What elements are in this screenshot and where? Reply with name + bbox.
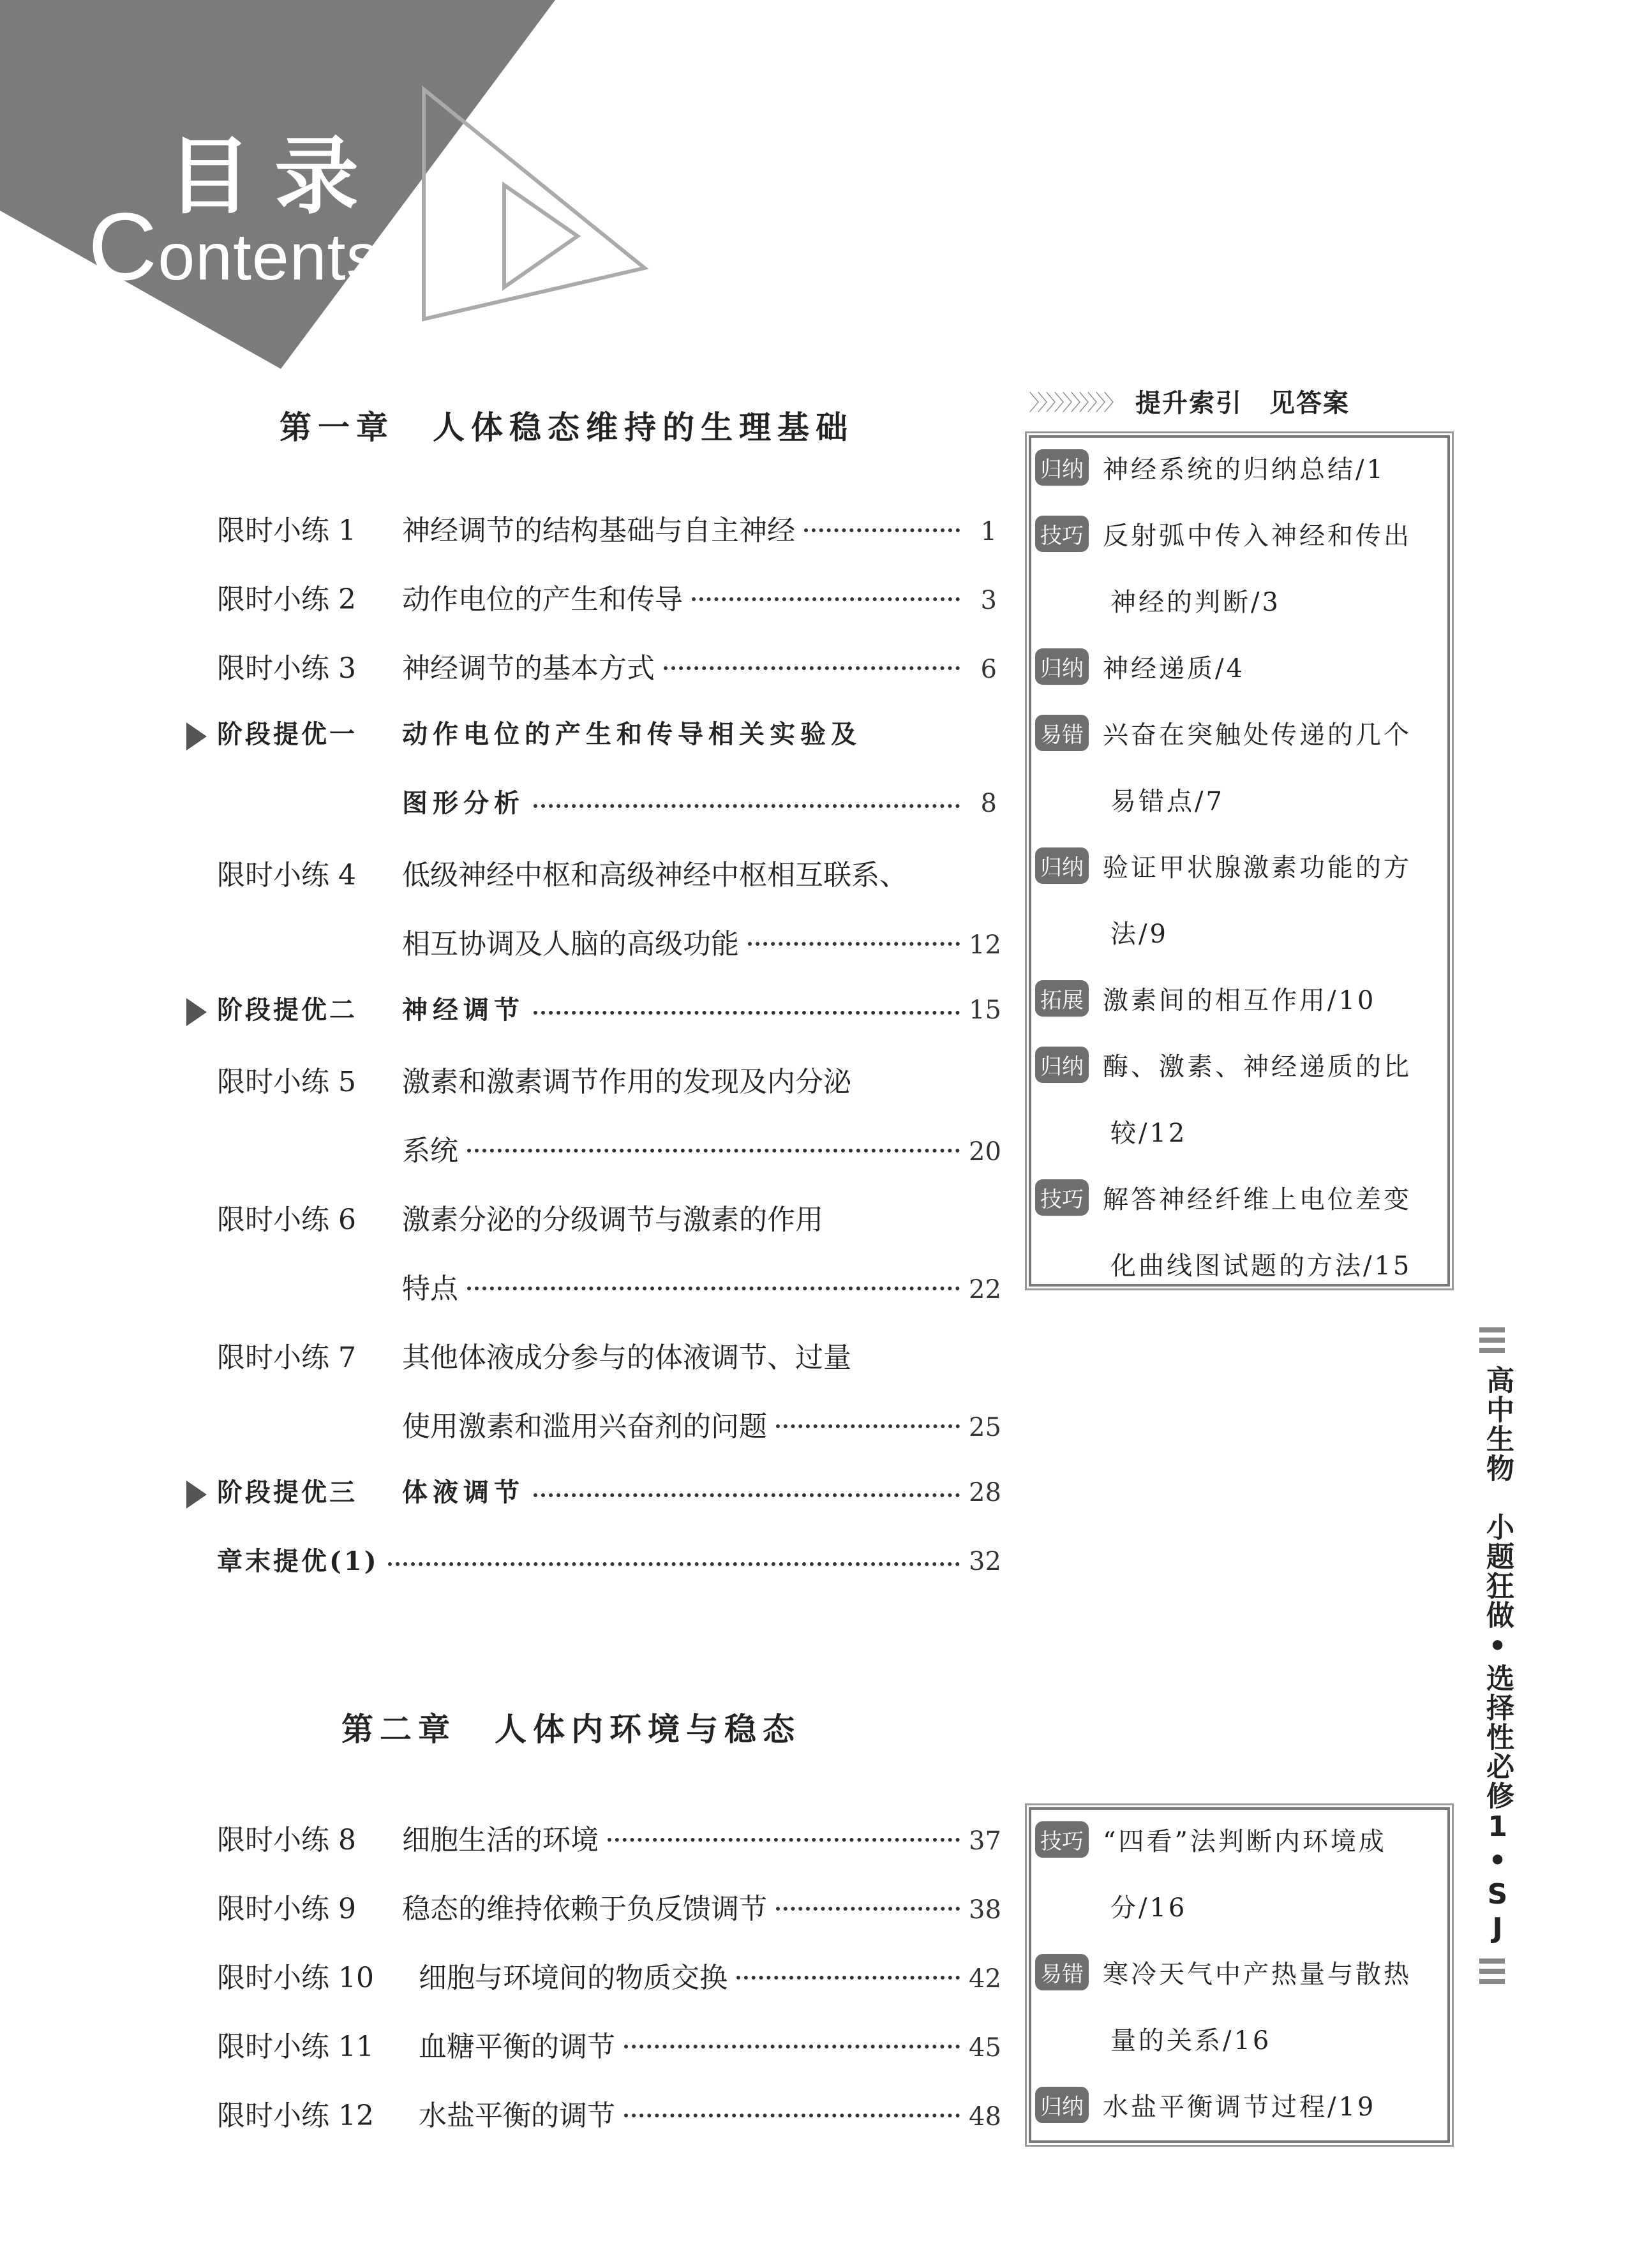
- toc-entry-page: 25: [969, 1413, 1001, 1442]
- toc-entry-continuation[interactable]: [217, 1265, 1001, 1305]
- toc-entry-title: 神经调节: [402, 995, 525, 1025]
- side-index-item[interactable]: [1035, 2071, 1444, 2138]
- chapter-1-title: [280, 402, 854, 448]
- toc-entry-page: 37: [969, 1826, 1001, 1856]
- side-index-item[interactable]: [1035, 633, 1444, 699]
- side-item-text: 法/9: [1110, 919, 1169, 949]
- side-item-text: 较/12: [1110, 1118, 1188, 1148]
- toc-entry-label: 阶段提优一: [217, 719, 357, 749]
- side-index-label: 提升索引 见答案: [1135, 388, 1350, 418]
- toc-entry-page: 3: [980, 586, 997, 615]
- side-item-text: 神经的判断/3: [1110, 587, 1281, 617]
- toc-entry-page: 8: [980, 789, 997, 818]
- spine-series: 小题狂做: [1481, 1512, 1514, 1630]
- side-item-text: 反射弧中传入神经和传出: [1103, 521, 1412, 551]
- toc-entry-label: 限时小练 10: [217, 1962, 374, 1994]
- page-title-en: [88, 191, 380, 302]
- spine-dot: •: [1481, 1844, 1514, 1878]
- toc-entry-page: 38: [969, 1895, 1001, 1925]
- toc-entry[interactable]: [217, 576, 997, 615]
- chapter-1-number: 第一章: [280, 408, 394, 446]
- side-index-item-continuation[interactable]: [1035, 1230, 1444, 1297]
- toc-entry-label: 限时小练 8: [217, 1824, 356, 1856]
- toc-entry-stage[interactable]: [217, 990, 1001, 1028]
- toc-entry-label: 限时小练 5: [217, 1066, 356, 1098]
- dot-leader: [664, 666, 960, 670]
- spine-publisher: SJ: [1481, 1878, 1514, 1946]
- side-index-item[interactable]: [1035, 434, 1444, 500]
- spine-dot: •: [1481, 1630, 1514, 1664]
- toc-entry-page: 42: [969, 1964, 1001, 1994]
- toc-entry[interactable]: [217, 1886, 1001, 1925]
- chapter-2-number: 第二章: [341, 1710, 456, 1748]
- toc-entry-page: 48: [969, 2102, 1001, 2131]
- toc-entry[interactable]: [217, 1197, 997, 1235]
- toc-entry-label: 限时小练 1: [217, 514, 356, 547]
- toc-entry-page: 20: [969, 1137, 1001, 1167]
- toc-entry-label: 限时小练 3: [217, 652, 356, 685]
- side-index-item-continuation[interactable]: [1035, 899, 1444, 965]
- side-item-text: “四看”法判断内环境成: [1103, 1826, 1387, 1856]
- toc-entry[interactable]: [217, 852, 997, 890]
- toc-entry-title: 稳态的维持依赖于负反馈调节: [402, 1893, 767, 1925]
- toc-entry-title: 特点: [402, 1272, 458, 1305]
- side-item-text: 寒冷天气中产热量与散热: [1103, 1959, 1412, 1989]
- page-title-en-initial: C: [88, 193, 158, 300]
- dot-leader: [534, 1493, 960, 1497]
- toc-entry-label: 限时小练 4: [217, 859, 356, 892]
- side-index-item-continuation[interactable]: [1035, 567, 1444, 633]
- toc-entry-label: 阶段提优二: [217, 995, 357, 1025]
- side-item-text: 验证甲状腺激素功能的方: [1103, 853, 1412, 883]
- spine-bars-top: [1479, 1327, 1505, 1353]
- toc-entry-page: 45: [969, 2033, 1001, 2063]
- toc-entry[interactable]: [217, 2024, 1001, 2063]
- side-item-text: 解答神经纤维上电位差变: [1103, 1184, 1412, 1214]
- side-index-item[interactable]: [1035, 1031, 1444, 1098]
- toc-entry-title: 神经调节的基本方式: [402, 652, 655, 685]
- side-index-header: [1029, 382, 1450, 420]
- toc-entry-stage[interactable]: [217, 714, 997, 752]
- toc-entry-stage[interactable]: [217, 1472, 1001, 1511]
- side-tag-badge: 易错: [1035, 715, 1089, 751]
- toc-entry-title: 激素和激素调节作用的发现及内分泌: [402, 1066, 851, 1098]
- side-index-item[interactable]: [1035, 832, 1444, 899]
- side-tag-badge: 归纳: [1035, 1047, 1089, 1083]
- side-item-text: 水盐平衡调节过程/19: [1103, 2092, 1377, 2122]
- toc-entry-continuation[interactable]: [217, 1403, 1001, 1443]
- dot-leader: [776, 1424, 960, 1428]
- toc-entry[interactable]: [217, 645, 997, 683]
- toc-entry-label: 限时小练 2: [217, 583, 356, 616]
- dot-leader: [776, 1907, 960, 1911]
- side-index-item[interactable]: [1035, 1806, 1444, 1872]
- side-item-text: 易错点/7: [1110, 786, 1225, 816]
- spine-edition: 选择性必修1: [1481, 1664, 1514, 1844]
- side-index-item[interactable]: [1035, 965, 1444, 1031]
- dot-leader: [748, 942, 960, 946]
- dot-leader: [388, 1562, 960, 1566]
- side-index-item-continuation[interactable]: [1035, 1098, 1444, 1164]
- toc-entry[interactable]: [217, 1955, 1001, 1994]
- toc-entry-page: 12: [969, 930, 1001, 960]
- toc-entry-label: 限时小练 12: [217, 2100, 374, 2132]
- chapter-2-title: [341, 1704, 801, 1750]
- side-item-text: 化曲线图试题的方法/15: [1110, 1251, 1412, 1281]
- side-tag-badge: 技巧: [1035, 516, 1089, 552]
- toc-entry-label: 限时小练 9: [217, 1893, 356, 1925]
- spine-text: [1477, 1366, 1518, 1946]
- side-item-text: 酶、激素、神经递质的比: [1103, 1052, 1412, 1082]
- dot-leader: [624, 2114, 960, 2117]
- toc-entry-title: 激素分泌的分级调节与激素的作用: [402, 1204, 823, 1236]
- toc-entry-title: 体液调节: [402, 1477, 525, 1507]
- side-tag-badge: 技巧: [1035, 1821, 1089, 1858]
- side-tag-badge: 归纳: [1035, 449, 1089, 486]
- side-index-item[interactable]: [1035, 500, 1444, 567]
- toc-entry-page: 1: [980, 517, 997, 546]
- toc-entry-title: 细胞与环境间的物质交换: [419, 1962, 728, 1994]
- toc-entry-title: 使用激素和滥用兴奋剂的问题: [402, 1410, 767, 1443]
- side-tag-badge: 易错: [1035, 1954, 1089, 1990]
- dot-leader: [608, 1838, 960, 1842]
- side-item-text: 神经系统的归纳总结/1: [1103, 454, 1385, 484]
- side-index-item[interactable]: [1035, 699, 1444, 766]
- toc-entry-continuation[interactable]: [217, 783, 997, 821]
- toc-entry[interactable]: [217, 2093, 1001, 2132]
- play-outline-small-icon: [504, 185, 578, 287]
- page-title-en-rest: ontents: [158, 220, 380, 294]
- side-tag-badge: 归纳: [1035, 847, 1089, 884]
- toc-entry-label: 章末提优(1): [217, 1546, 379, 1576]
- toc-entry-title: 动作电位的产生和传导相关实验及: [402, 719, 862, 749]
- spine-subject: 高中生物: [1481, 1366, 1514, 1483]
- side-item-text: 量的关系/16: [1110, 2026, 1272, 2055]
- dot-leader: [467, 1287, 960, 1290]
- side-index-item[interactable]: [1035, 1939, 1444, 2005]
- dot-leader: [534, 1011, 960, 1015]
- chapter-1-name: 人体稳态维持的生理基础: [433, 408, 854, 446]
- dot-leader: [736, 1976, 960, 1980]
- toc-entry[interactable]: [217, 507, 997, 546]
- side-index-item-continuation[interactable]: [1035, 2005, 1444, 2071]
- dot-leader: [534, 804, 960, 808]
- side-index-item[interactable]: [1035, 1164, 1444, 1230]
- spine-bars-bottom: [1479, 1958, 1505, 1984]
- page-title-cn: 目录: [167, 128, 382, 226]
- side-item-text: 神经递质/4: [1103, 653, 1245, 683]
- toc-entry-title: 水盐平衡的调节: [419, 2100, 615, 2132]
- side-item-text: 分/16: [1110, 1893, 1188, 1923]
- toc-entry[interactable]: [217, 1817, 1001, 1856]
- toc-entry-page: 15: [969, 996, 1001, 1025]
- toc-entry-chapter-review[interactable]: [217, 1541, 1001, 1579]
- chapter-2-name: 人体内环境与稳态: [495, 1710, 801, 1748]
- toc-entry-continuation[interactable]: [217, 921, 1001, 960]
- toc-entry-label: 限时小练 7: [217, 1341, 356, 1374]
- stage-marker-icon: [186, 722, 207, 750]
- dot-leader: [692, 597, 960, 601]
- toc-entry-label: 限时小练 6: [217, 1204, 356, 1236]
- dot-leader: [467, 1149, 960, 1153]
- toc-entry-page: 28: [969, 1478, 1001, 1507]
- toc-entry[interactable]: [217, 1334, 997, 1373]
- side-tag-badge: 技巧: [1035, 1179, 1089, 1216]
- stage-marker-icon: [186, 1481, 207, 1509]
- toc-entry-title: 低级神经中枢和高级神经中枢相互联系、: [402, 859, 907, 892]
- toc-entry-title: 其他体液成分参与的体液调节、过量: [402, 1341, 851, 1374]
- side-index-item-continuation[interactable]: [1035, 1872, 1444, 1939]
- toc-entry-label: 限时小练 11: [217, 2031, 374, 2063]
- toc-entry-title: 相互协调及人脑的高级功能: [402, 928, 739, 960]
- toc-entry-title: 系统: [402, 1135, 458, 1167]
- stage-marker-icon: [186, 998, 207, 1026]
- toc-entry-page: 32: [969, 1547, 1001, 1576]
- side-item-text: 激素间的相互作用/10: [1103, 985, 1377, 1015]
- side-tag-badge: 拓展: [1035, 980, 1089, 1017]
- dot-leader: [624, 2045, 960, 2048]
- toc-entry-title: 血糖平衡的调节: [419, 2031, 615, 2063]
- toc-entry[interactable]: [217, 1059, 997, 1097]
- toc-entry-label: 阶段提优三: [217, 1477, 357, 1507]
- toc-entry-title: 动作电位的产生和传导: [402, 583, 683, 616]
- side-tag-badge: 归纳: [1035, 2087, 1089, 2123]
- side-index-item-continuation[interactable]: [1035, 766, 1444, 832]
- toc-entry-title: 图形分析: [402, 788, 525, 818]
- toc-entry-page: 6: [980, 655, 997, 684]
- toc-entry-title: 细胞生活的环境: [402, 1824, 599, 1856]
- toc-entry-page: 22: [969, 1275, 1001, 1304]
- dot-leader: [804, 528, 960, 532]
- toc-entry-continuation[interactable]: [217, 1128, 1001, 1167]
- side-tag-badge: 归纳: [1035, 648, 1089, 685]
- toc-entry-title: 神经调节的结构基础与自主神经: [402, 514, 795, 547]
- book-spine-label: [1474, 1327, 1519, 2029]
- side-item-text: 兴奋在突触处传递的几个: [1103, 720, 1412, 750]
- chevrons-right-icon: 〉〉〉〉〉〉〉〉〉〉: [1029, 390, 1123, 416]
